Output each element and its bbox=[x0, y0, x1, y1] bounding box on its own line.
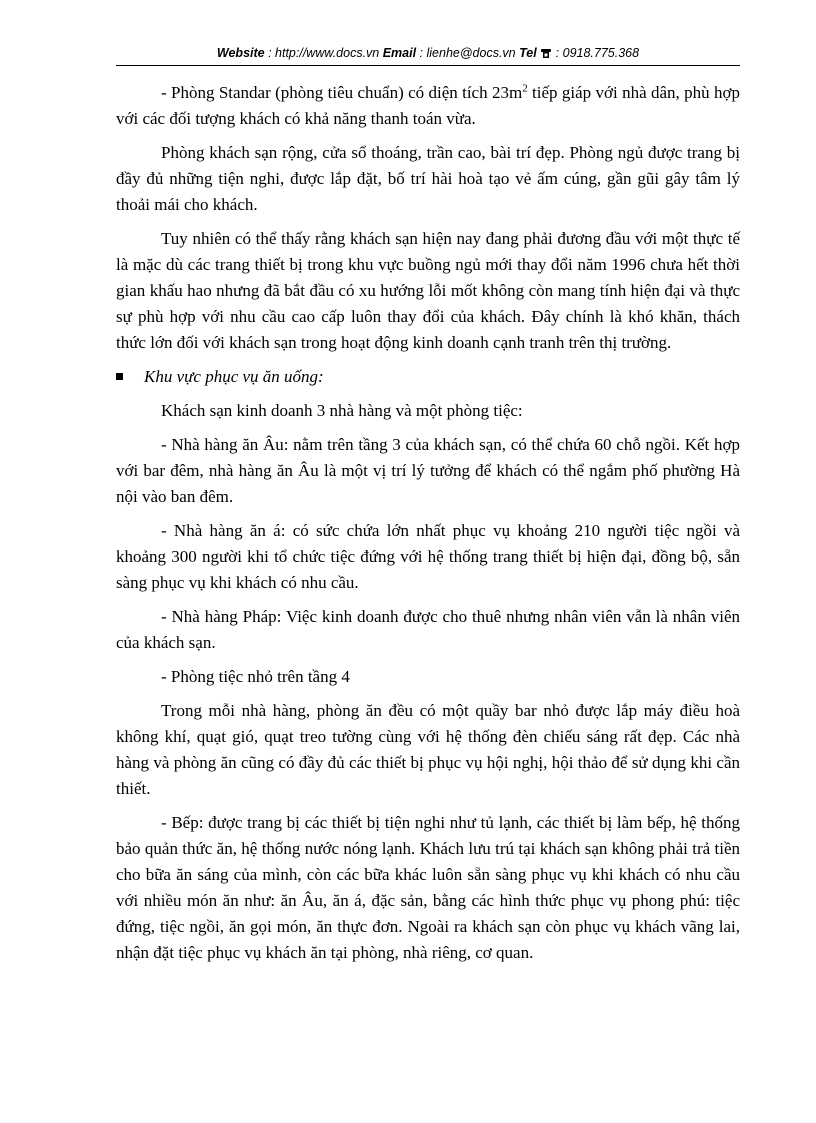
website-value: : http://www.docs.vn bbox=[264, 46, 383, 60]
document-body bbox=[116, 80, 740, 974]
paragraph-european-restaurant: - Nhà hàng ăn Âu: nằm trên tầng 3 của khách sạn, có thể chứa 60 chỗ ngồi. Kết hợp với bar đêm, nhà hàng ăn Âu là một vị trí lý tưởng để khách có thể ngắm phố phường Hà nội vào ban đêm. bbox=[116, 435, 740, 506]
superscript: 2 bbox=[522, 82, 528, 95]
paragraph-standard-room bbox=[116, 80, 740, 132]
email-value: : lienhe@docs.vn bbox=[416, 46, 520, 60]
heading-text: Khu vực phục vụ ăn uống: bbox=[144, 367, 324, 386]
paragraph-restaurants-intro: Khách sạn kinh doanh 3 nhà hàng và một phòng tiệc: bbox=[161, 401, 523, 420]
paragraph-text: - Phòng Standar (phòng tiêu chuẩn) có diện tích 23m bbox=[161, 83, 523, 102]
header-divider bbox=[116, 65, 740, 66]
paragraph-text: tiếp giáp với nhà dân, phù hợp với các đối tượng khách có khả năng thanh toán vừa. bbox=[116, 83, 740, 128]
phone-icon bbox=[540, 47, 552, 62]
paragraph-banquet-room: - Phòng tiệc nhỏ trên tầng 4 bbox=[161, 667, 350, 686]
tel-value: : 0918.775.368 bbox=[552, 46, 640, 60]
website-label: Website bbox=[216, 46, 265, 60]
email-label: Email bbox=[382, 46, 417, 60]
paragraph-challenges: Tuy nhiên có thể thấy rằng khách sạn hiện nay đang phải đương đầu với một thực tế là mặc dù các trang thiết bị trong khu vực buồng ngủ mới thay đổi năm 1996 chưa hết thời gian khấu hao nhưng đã bắt đầu có xu hướng lỗi mốt không còn mang tính hiện đại và thực sự phù hợp với nhu cầu cao cấp luôn thay đổi của khách. Đây chính là khó khăn, thách thức lớn đối với khách sạn trong hoạt động kinh doanh cạnh tranh trên thị trường. bbox=[116, 229, 740, 352]
paragraph-asian-restaurant: - Nhà hàng ăn á: có sức chứa lớn nhất phục vụ khoảng 210 người tiệc ngồi và khoảng 300 người khi tổ chức tiệc đứng với hệ thống trang thiết bị hiện đại, đồng bộ, sẵn sàng phục vụ khi khách có nhu cầu. bbox=[116, 521, 740, 592]
paragraph-kitchen: - Bếp: được trang bị các thiết bị tiện nghi như tủ lạnh, các thiết bị làm bếp, hệ thống bảo quản thức ăn, hệ thống nước nóng lạnh. Khách lưu trú tại khách sạn không phải trả tiền cho bữa ăn sáng của mình, còn các bữa khác luôn sẵn sàng phục vụ khi khách có nhu cầu với nhiều món ăn như: ăn Âu, ăn á, đặc sản, bằng các hình thức phục vụ phong phú: tiệc đứng, tiệc ngồi, ăn gọi món, ăn thực đơn. Ngoài ra khách sạn còn phục vụ khách vãng lai, nhận đặt tiệc phục vụ khách ăn tại phòng, nhà riêng, cơ quan. bbox=[116, 813, 740, 962]
tel-label: Tel bbox=[519, 46, 537, 60]
paragraph-room-description: Phòng khách sạn rộng, cửa sổ thoáng, trần cao, bài trí đẹp. Phòng ngủ được trang bị đầy đủ những tiện nghi, được lắp đặt, bố trí hài hoà tạo vẻ ấm cúng, gần gũi gây tâm lý thoải mái cho khách. bbox=[116, 143, 740, 214]
page-header bbox=[116, 46, 740, 62]
section-heading-dining bbox=[116, 364, 740, 390]
paragraph-french-restaurant: - Nhà hàng Pháp: Việc kinh doanh được cho thuê nhưng nhân viên vẫn là nhân viên của khách sạn. bbox=[116, 607, 740, 652]
bullet-icon bbox=[116, 373, 123, 380]
paragraph-restaurant-equipment: Trong mỗi nhà hàng, phòng ăn đều có một quầy bar nhỏ được lắp máy điều hoà không khí, quạt gió, quạt treo tường cùng với hệ thống đèn chiếu sáng rất đẹp. Các nhà hàng và phòng ăn cũng có đầy đủ các thiết bị phục vụ hội nghị, hội thảo để sử dụng khi cần thiết. bbox=[116, 701, 740, 798]
